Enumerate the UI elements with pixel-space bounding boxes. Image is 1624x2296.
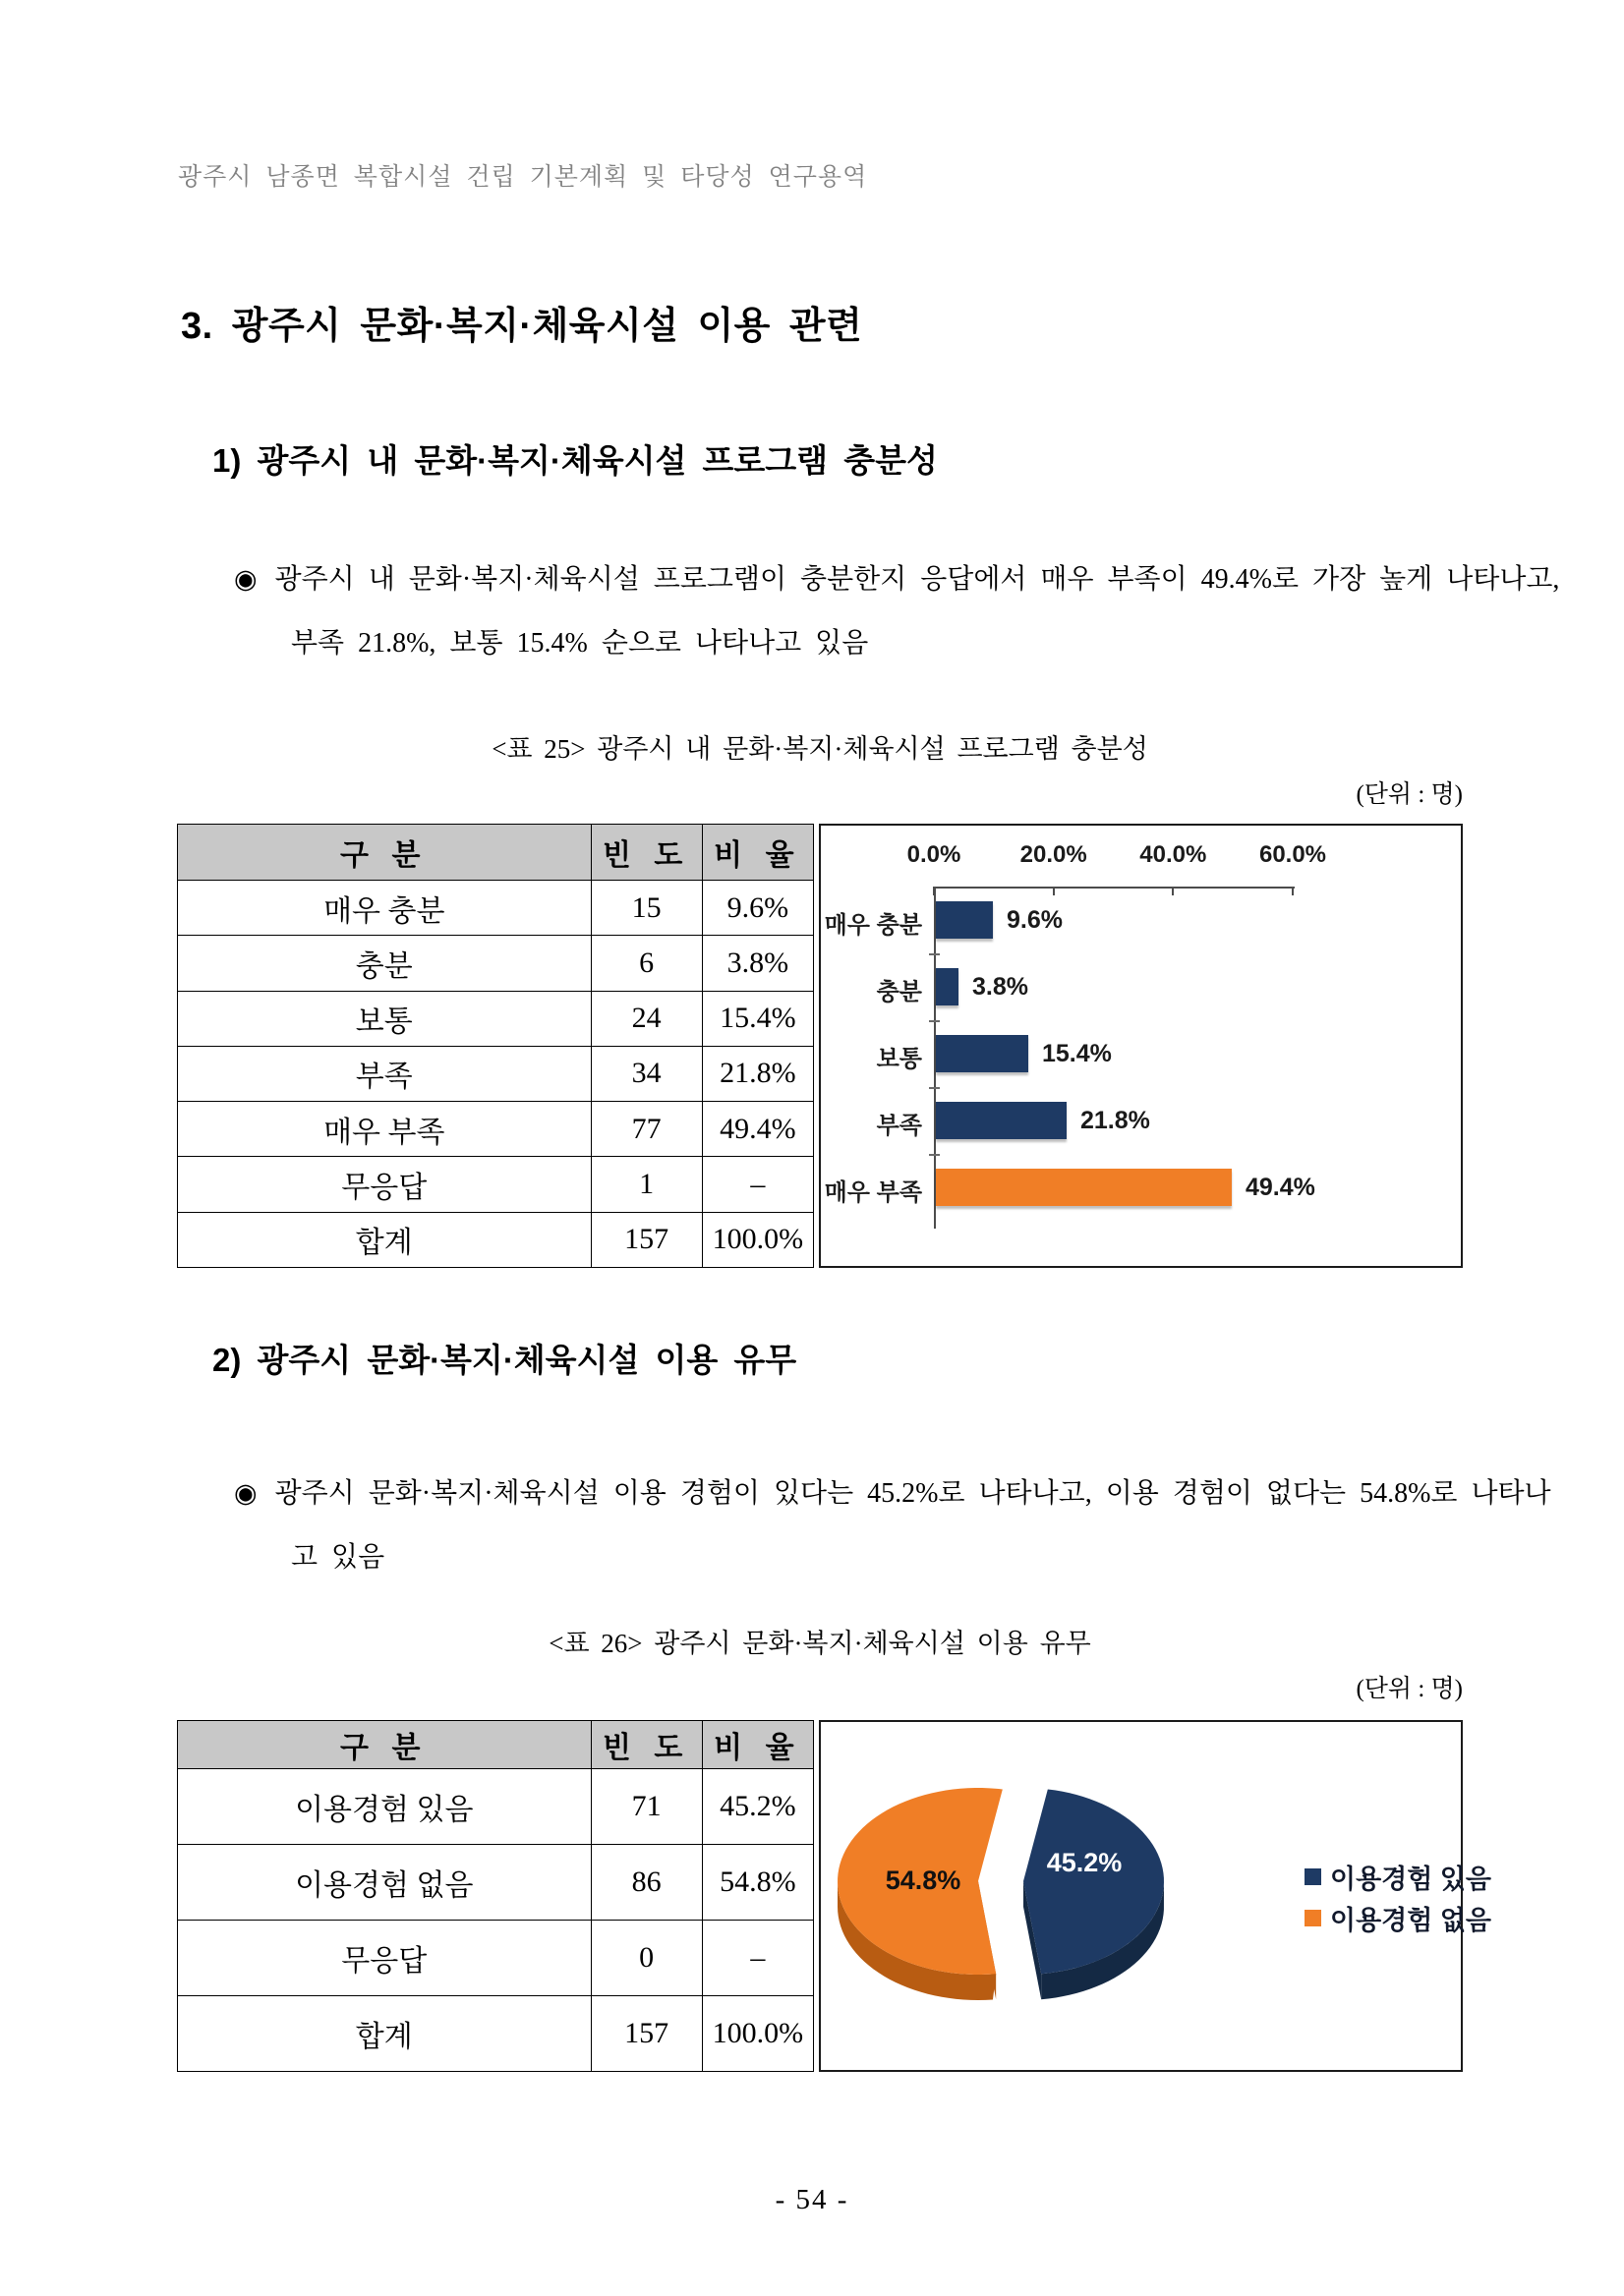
- table-cell: 무응답: [178, 1157, 592, 1212]
- table-cell: 0: [591, 1921, 702, 1996]
- y-axis-tick-mark: [929, 1154, 940, 1156]
- legend-item: [1305, 1899, 1491, 1937]
- table-cell: 157: [591, 1996, 702, 2072]
- table-cell: 49.4%: [702, 1102, 813, 1157]
- column-header: 빈 도: [591, 825, 702, 881]
- table-cell: 54.8%: [702, 1845, 813, 1921]
- table-row: [178, 1996, 814, 2072]
- x-axis-tick-label: 20.0%: [1019, 841, 1087, 868]
- bar: [936, 1102, 1067, 1139]
- table-row: [178, 991, 814, 1046]
- table-cell: 100.0%: [702, 1996, 813, 2072]
- table-header-row: [178, 1721, 814, 1769]
- section-title: 3. 광주시 문화·복지·체육시설 이용 관련: [181, 306, 863, 347]
- pie-slice-label: 45.2%: [1046, 1848, 1123, 1877]
- table-cell: –: [702, 1157, 813, 1212]
- bar-value-label: 15.4%: [1042, 1040, 1112, 1067]
- bar: [936, 1035, 1028, 1072]
- table-cell: 1: [591, 1157, 702, 1212]
- pie-slice-label: 54.8%: [885, 1866, 961, 1895]
- bar-category-label: 보통: [876, 1046, 922, 1072]
- table-row: [178, 936, 814, 991]
- table-row: [178, 1769, 814, 1845]
- legend-item: [1305, 1858, 1491, 1896]
- table-cell: 무응답: [178, 1921, 592, 1996]
- bar-category-label: 매우 충분: [824, 912, 922, 939]
- table-row: [178, 881, 814, 936]
- table-cell: 매우 충분: [178, 881, 592, 936]
- running-header: 광주시 남종면 복합시설 건립 기본계획 및 타당성 연구용역: [178, 163, 868, 191]
- bar-chart-program-sufficiency: [819, 824, 1463, 1268]
- bullet-1-text: 광주시 내 문화·복지·체육시설 프로그램이 충분한지 응답에서 매우 부족이 49.4%로 가장 높게 나타나고, 부족 21.8%, 보통 15.4% 순으로 나타나고 있음: [274, 564, 1560, 659]
- table-25: [177, 824, 814, 1268]
- column-header: 구 분: [178, 1721, 592, 1769]
- bar-category-label: 부족: [876, 1113, 922, 1139]
- table-row: [178, 1102, 814, 1157]
- legend-swatch-icon: [1305, 1868, 1321, 1885]
- bar-value-label: 3.8%: [972, 973, 1028, 1001]
- table-row: [178, 1921, 814, 1996]
- table-cell: 157: [591, 1212, 702, 1267]
- table-cell: 45.2%: [702, 1769, 813, 1845]
- page-number: - 54 -: [775, 2184, 849, 2215]
- table-25-unit-note: (단위 : 명): [1356, 781, 1463, 808]
- bar: [936, 968, 958, 1005]
- bar: [936, 901, 993, 939]
- table-cell: 보통: [178, 991, 592, 1046]
- bullet-paragraph-1: [234, 547, 1565, 675]
- table-cell: 34: [591, 1046, 702, 1101]
- table-cell: 9.6%: [702, 881, 813, 936]
- table-row: [178, 1046, 814, 1101]
- table-26-block: [177, 1720, 1491, 2072]
- table-26-caption: <표 26> 광주시 문화·복지·체육시설 이용 유무: [549, 1629, 1091, 1658]
- x-axis-tick-label: 0.0%: [906, 841, 961, 868]
- bullet-paragraph-2: [234, 1462, 1565, 1589]
- table-cell: 매우 부족: [178, 1102, 592, 1157]
- table-26: [177, 1720, 814, 2072]
- table-cell: 21.8%: [702, 1046, 813, 1101]
- column-header: 비 율: [702, 825, 813, 881]
- x-axis-tick-label: 60.0%: [1258, 841, 1327, 868]
- y-axis-tick-mark: [929, 953, 940, 955]
- table-cell: 이용경험 있음: [178, 1769, 592, 1845]
- table-cell: 3.8%: [702, 936, 813, 991]
- bar-category-label: 충분: [876, 979, 922, 1005]
- table-row: [178, 1212, 814, 1267]
- table-cell: 부족: [178, 1046, 592, 1101]
- table-cell: 이용경험 없음: [178, 1845, 592, 1921]
- y-axis-tick-mark: [929, 1020, 940, 1022]
- bar-value-label: 21.8%: [1080, 1107, 1150, 1134]
- table-row: [178, 1845, 814, 1921]
- table-row: [178, 1157, 814, 1212]
- pie-chart-canvas: [821, 1722, 1461, 2070]
- table-cell: 77: [591, 1102, 702, 1157]
- x-axis-tick-label: 40.0%: [1139, 841, 1207, 868]
- table-cell: 15: [591, 881, 702, 936]
- table-cell: 71: [591, 1769, 702, 1845]
- bar-category-label: 매우 부족: [824, 1179, 922, 1206]
- legend-swatch-icon: [1305, 1910, 1321, 1926]
- column-header: 빈 도: [591, 1721, 702, 1769]
- table-header-row: [178, 825, 814, 881]
- subsection-2-title: 2) 광주시 문화·복지·체육시설 이용 유무: [212, 1342, 797, 1378]
- bar-value-label: 9.6%: [1007, 906, 1063, 934]
- table-25-block: [177, 824, 1463, 1268]
- bullet-icon: ◉: [234, 1478, 258, 1508]
- bullet-icon: ◉: [234, 564, 258, 594]
- column-header: 비 율: [702, 1721, 813, 1769]
- table-cell: 100.0%: [702, 1212, 813, 1267]
- table-cell: 충분: [178, 936, 592, 991]
- bullet-2-text: 광주시 문화·복지·체육시설 이용 경험이 있다는 45.2%로 나타나고, 이용 경험이 없다는 54.8%로 나타나고 있음: [274, 1478, 1551, 1573]
- table-cell: 15.4%: [702, 991, 813, 1046]
- bar: [936, 1169, 1232, 1206]
- subsection-1-title: 1) 광주시 내 문화·복지·체육시설 프로그램 충분성: [212, 442, 938, 479]
- table-26-unit-note: (단위 : 명): [1356, 1676, 1463, 1702]
- column-header: 구 분: [178, 825, 592, 881]
- x-axis-line: [934, 887, 1295, 889]
- table-cell: 86: [591, 1845, 702, 1921]
- pie-chart-usage-experience: [819, 1720, 1491, 2072]
- table-cell: 합계: [178, 1212, 592, 1267]
- table-cell: –: [702, 1921, 813, 1996]
- table-cell: 합계: [178, 1996, 592, 2072]
- table-cell: 6: [591, 936, 702, 991]
- legend-label: 이용경험 있음: [1330, 1865, 1491, 1894]
- table-cell: 24: [591, 991, 702, 1046]
- legend-label: 이용경험 없음: [1330, 1906, 1491, 1935]
- table-25-caption: <표 25> 광주시 내 문화·복지·체육시설 프로그램 충분성: [492, 734, 1148, 764]
- y-axis-tick-mark: [929, 1087, 940, 1089]
- bar-value-label: 49.4%: [1246, 1174, 1315, 1201]
